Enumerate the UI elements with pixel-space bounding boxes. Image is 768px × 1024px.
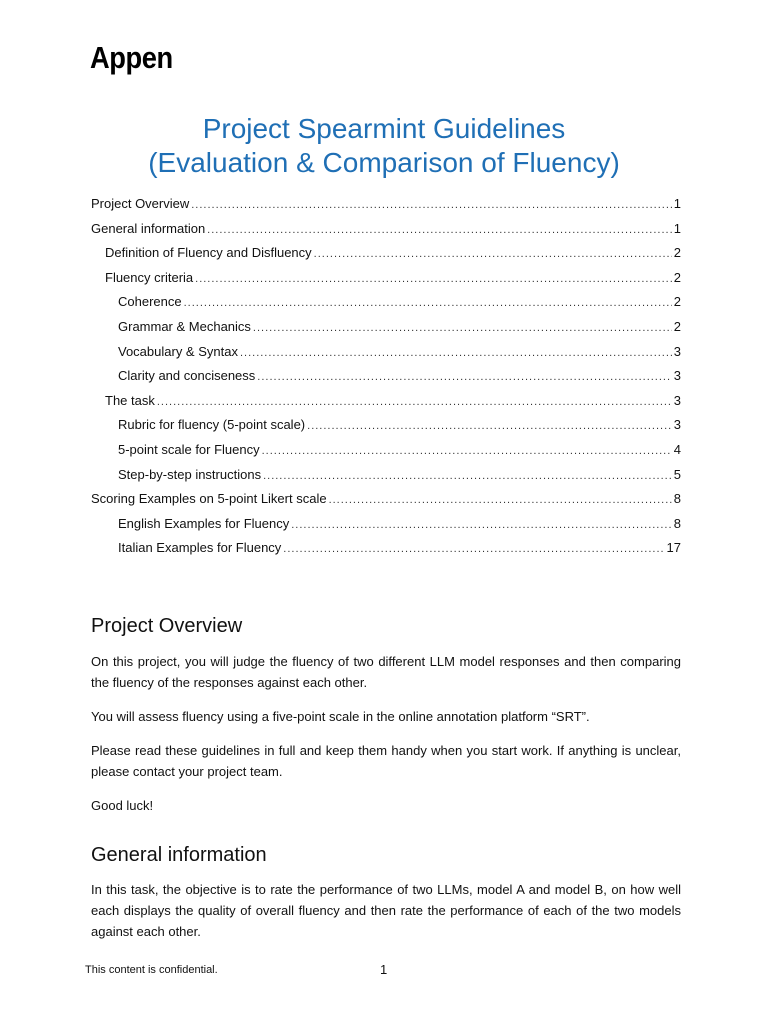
toc-entry-label: Step-by-step instructions — [118, 466, 262, 482]
toc-entry-page: 1 — [673, 196, 681, 211]
toc-entry-label: The task — [105, 392, 155, 408]
toc-entry-page: 2 — [673, 318, 681, 334]
toc-entry-page: 2 — [673, 269, 681, 285]
toc-entry-page: 3 — [673, 392, 681, 408]
toc-entry-page: 8 — [673, 491, 681, 507]
toc-entry-label: Definition of Fluency and Disfluency — [105, 245, 312, 261]
toc-entry-page: 3 — [673, 417, 681, 433]
toc-dot-leader — [314, 248, 672, 260]
toc-entry-page: 8 — [673, 515, 681, 531]
toc-entry[interactable] — [91, 540, 681, 565]
toc-entry-label: English Examples for Fluency — [118, 515, 290, 531]
toc-entry-page: 5 — [673, 466, 681, 482]
toc-entry-label: Fluency criteria — [105, 269, 194, 285]
toc-entry-label: Coherence — [118, 294, 182, 310]
toc-dot-leader — [157, 396, 672, 408]
toc-entry-label: Italian Examples for Fluency — [118, 540, 282, 556]
toc-entry-page: 2 — [673, 294, 681, 310]
document-title: Project Spearmint Guidelines — [202, 113, 566, 144]
toc-entry[interactable] — [91, 467, 681, 492]
toc-entry-page: 3 — [673, 343, 681, 359]
toc-entry[interactable] — [91, 196, 681, 221]
toc-entry-label: Project Overview — [91, 196, 190, 211]
toc-entry-page: 3 — [673, 368, 681, 384]
toc-entry-label: Grammar & Mechanics — [118, 318, 251, 334]
toc-dot-leader — [283, 543, 664, 555]
toc-dot-leader — [263, 470, 672, 482]
general-paragraph-1: In this task, the objective is to rate the performance of two LLMs, model A and model B, on how well each displays the quality of overall fluency and then rate the performance of each of the two models against each other. — [91, 882, 681, 939]
section-heading-project-overview: Project Overview — [91, 615, 243, 637]
toc-dot-leader — [240, 347, 672, 359]
toc-entry[interactable] — [91, 344, 681, 369]
appen-logo: Appen — [90, 40, 173, 75]
toc-entry[interactable] — [91, 368, 681, 393]
toc-entry-label: Vocabulary & Syntax — [118, 343, 238, 359]
toc-dot-leader — [253, 322, 672, 334]
toc-entry-label: 5-point scale for Fluency — [118, 441, 260, 457]
toc-entry[interactable] — [91, 393, 681, 418]
table-of-contents — [91, 196, 681, 565]
toc-entry[interactable] — [91, 270, 681, 295]
document-subtitle: (Evaluation & Comparison of Fluency) — [148, 147, 620, 178]
overview-paragraph-4: Good luck! — [91, 798, 154, 813]
confidential-notice: This content is confidential. — [85, 964, 218, 976]
toc-entry-page: 2 — [673, 245, 681, 261]
page-number: 1 — [380, 962, 388, 977]
toc-entry[interactable] — [91, 294, 681, 319]
toc-entry[interactable] — [91, 442, 681, 467]
toc-dot-leader — [184, 297, 672, 309]
toc-dot-leader — [291, 519, 672, 531]
toc-entry-page: 4 — [673, 441, 681, 457]
toc-dot-leader — [257, 371, 671, 383]
toc-entry-page: 17 — [666, 540, 681, 556]
toc-dot-leader — [262, 445, 672, 457]
toc-entry[interactable] — [91, 516, 681, 541]
overview-paragraph-2: You will assess fluency using a five-point scale in the online annotation platform “SRT”. — [91, 709, 590, 724]
toc-entry[interactable] — [91, 245, 681, 270]
toc-dot-leader — [307, 420, 672, 432]
toc-entry[interactable] — [91, 417, 681, 442]
toc-dot-leader — [207, 224, 672, 236]
section-heading-general-information: General information — [91, 844, 267, 866]
toc-entry-label: Scoring Examples on 5-point Likert scale — [91, 491, 327, 507]
toc-entry[interactable] — [91, 491, 681, 516]
toc-entry-page: 1 — [673, 220, 681, 236]
toc-entry-label: Clarity and conciseness — [118, 368, 256, 384]
toc-dot-leader — [329, 494, 672, 506]
overview-paragraph-3: Please read these guidelines in full and keep them handy when you start work. If anything is unclear, please contact your project team. — [91, 743, 681, 779]
overview-paragraph-1: On this project, you will judge the fluency of two different LLM model responses and then comparing the fluency of the responses against each other. — [91, 654, 681, 690]
toc-dot-leader — [195, 273, 672, 285]
toc-dot-leader — [191, 199, 672, 211]
toc-entry[interactable] — [91, 319, 681, 344]
toc-entry-label: Rubric for fluency (5-point scale) — [118, 417, 306, 433]
toc-entry-label: General information — [91, 220, 206, 236]
toc-entry[interactable] — [91, 221, 681, 246]
